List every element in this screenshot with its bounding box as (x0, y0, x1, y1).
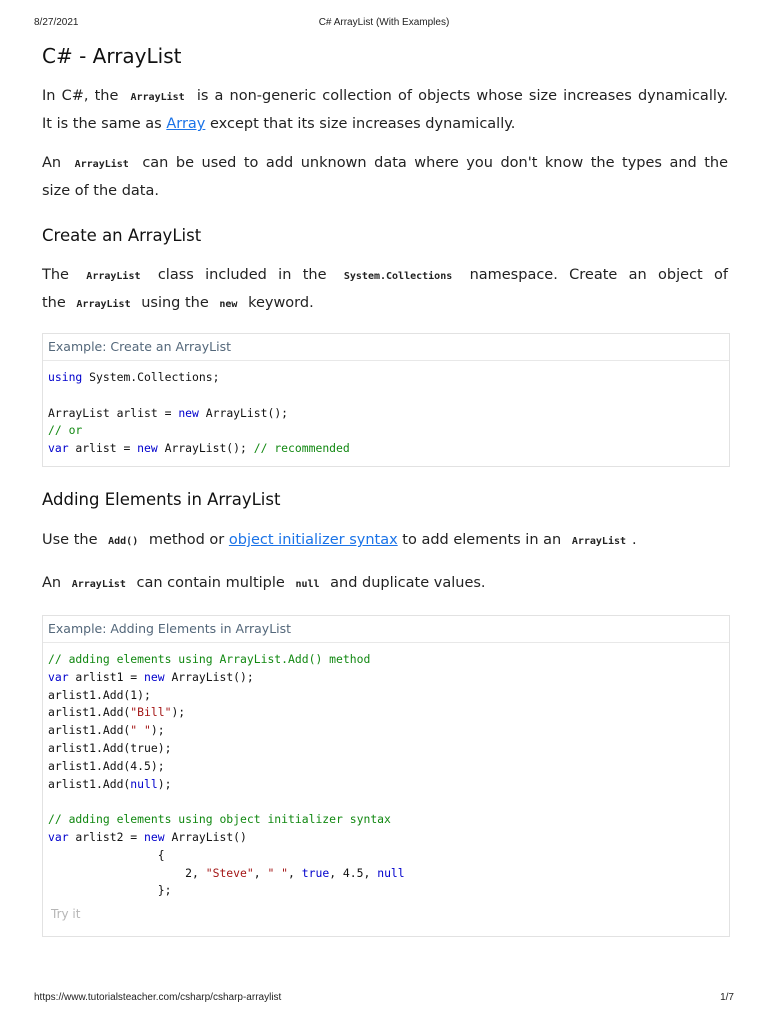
keyword: null (130, 776, 158, 791)
heading-create-arraylist: Create an ArrayList (42, 226, 202, 245)
keyword: new (137, 441, 158, 456)
text: In C#, the (42, 88, 119, 104)
keyword: var (48, 669, 69, 684)
text: is a non-generic collection of objects whose size increases dynamically. (196, 88, 729, 104)
example-adding-elements (42, 615, 730, 937)
string-literal: "Bill" (130, 705, 172, 720)
keyword: new (144, 829, 165, 844)
add-line-2 (42, 570, 728, 598)
print-footer-page: 1/7 (720, 992, 734, 1003)
code-text: ); (171, 705, 186, 720)
code-line (48, 422, 729, 440)
code-block (43, 643, 729, 900)
inline-code-arraylist: ArrayList (571, 536, 627, 547)
code-line: arlist1.Add(true); (48, 740, 172, 755)
text: class included in the (157, 267, 327, 283)
code-line (48, 722, 729, 740)
text: the (42, 295, 66, 311)
inline-code-arraylist: ArrayList (76, 299, 131, 310)
intro-line-4: size of the data. (42, 183, 159, 199)
object-initializer-syntax-link[interactable]: object initializer syntax (228, 532, 398, 548)
code-line (48, 405, 729, 423)
heading-adding-elements: Adding Elements in ArrayList (42, 490, 281, 509)
text: to add elements in an (402, 532, 562, 548)
code-line: { (48, 847, 165, 862)
code-text: arlist = (68, 441, 138, 456)
print-footer-url: https://www.tutorialsteacher.com/csharp/csharp-arraylist (34, 992, 282, 1003)
code-text: System.Collections; (82, 370, 220, 384)
code-line: }; (48, 883, 172, 898)
inline-code-new: new (219, 299, 238, 310)
code-comment: // adding elements using object initializer syntax (48, 812, 391, 827)
keyword: null (377, 865, 405, 880)
code-text: 2, (48, 865, 206, 880)
code-text: ArrayList(); (164, 669, 254, 684)
code-line (48, 369, 729, 387)
inline-code-arraylist: ArrayList (74, 159, 129, 170)
text: It is the same as (42, 116, 162, 132)
code-line (48, 811, 729, 829)
text: can be used to add unknown data where you don't know the types and the (142, 155, 729, 171)
text: The (42, 267, 69, 283)
code-text: , (288, 865, 302, 880)
code-line-blank (48, 387, 729, 405)
code-text: arlist1.Add( (48, 705, 131, 720)
keyword: new (144, 669, 165, 684)
create-line-1 (42, 262, 728, 290)
code-text: ArrayList arlist = (48, 405, 179, 420)
string-literal: " " (130, 723, 151, 738)
text: except that its size increases dynamically. (209, 116, 516, 132)
code-text: arlist2 = (68, 829, 145, 844)
code-line (48, 651, 729, 669)
code-line (48, 440, 729, 458)
keyword: using (48, 370, 83, 384)
inline-code-add: Add() (108, 536, 139, 547)
code-line (48, 704, 729, 722)
create-paragraph (42, 262, 728, 318)
code-comment: // adding elements using ArrayList.Add() method (48, 652, 371, 666)
example-title: Example: Create an ArrayList (43, 334, 729, 361)
add-paragraph-2 (42, 570, 728, 598)
text: and duplicate values. (330, 575, 486, 591)
code-text: ArrayList(); (157, 441, 254, 456)
page-title: C# - ArrayList (42, 44, 182, 68)
inline-code-arraylist: ArrayList (130, 92, 185, 103)
code-line: arlist1.Add(1); (48, 687, 151, 702)
string-literal: "Steve" (205, 865, 254, 880)
text: using the (141, 295, 209, 311)
add-line-1 (42, 527, 728, 555)
intro-paragraph-1 (42, 83, 728, 137)
try-it-link[interactable]: Try it (51, 907, 81, 922)
code-line (48, 865, 729, 883)
code-text: ); (157, 776, 172, 791)
keyword: new (178, 405, 199, 420)
text: Use the (42, 532, 98, 548)
inline-code-system-collections: System.Collections (343, 271, 453, 282)
print-header-date: 8/27/2021 (34, 17, 79, 28)
code-block (43, 361, 729, 458)
code-text: , (253, 865, 268, 880)
code-comment: // or (48, 423, 83, 438)
text: namespace. Create an object of (469, 267, 729, 283)
text: An (42, 155, 62, 171)
code-line (48, 829, 729, 847)
text: method or (148, 532, 225, 548)
code-text: arlist1.Add( (48, 723, 131, 738)
inline-code-arraylist: ArrayList (86, 271, 141, 282)
text: can contain multiple (136, 575, 285, 591)
intro-paragraph-2 (42, 150, 728, 204)
intro-line-3 (42, 150, 728, 178)
code-text: arlist1 = (68, 669, 145, 684)
keyword: var (48, 829, 69, 844)
code-comment: // recommended (253, 441, 350, 456)
code-text: ArrayList() (164, 829, 247, 844)
code-line (48, 669, 729, 687)
text: . (632, 532, 637, 548)
inline-code-null: null (295, 579, 320, 590)
text: An (42, 575, 62, 591)
inline-code-arraylist: ArrayList (71, 579, 126, 590)
example-title: Example: Adding Elements in ArrayList (43, 616, 729, 643)
code-text: ); (150, 723, 165, 738)
code-line: arlist1.Add(4.5); (48, 758, 165, 773)
example-create-arraylist (42, 333, 730, 467)
text: keyword. (248, 295, 314, 311)
code-text: ArrayList(); (198, 405, 289, 420)
intro-line-1 (42, 83, 728, 111)
code-text: , 4.5, (329, 865, 378, 880)
create-line-2 (42, 290, 728, 318)
string-literal: " " (267, 865, 289, 880)
add-paragraph-1 (42, 527, 728, 555)
code-text: arlist1.Add( (48, 776, 131, 791)
intro-line-2 (42, 111, 728, 137)
print-header-title: C# ArrayList (With Examples) (318, 17, 450, 28)
keyword: var (48, 441, 69, 456)
code-line-blank (48, 793, 729, 811)
keyword: true (301, 865, 330, 880)
array-link[interactable]: Array (166, 116, 206, 132)
code-line (48, 776, 729, 794)
